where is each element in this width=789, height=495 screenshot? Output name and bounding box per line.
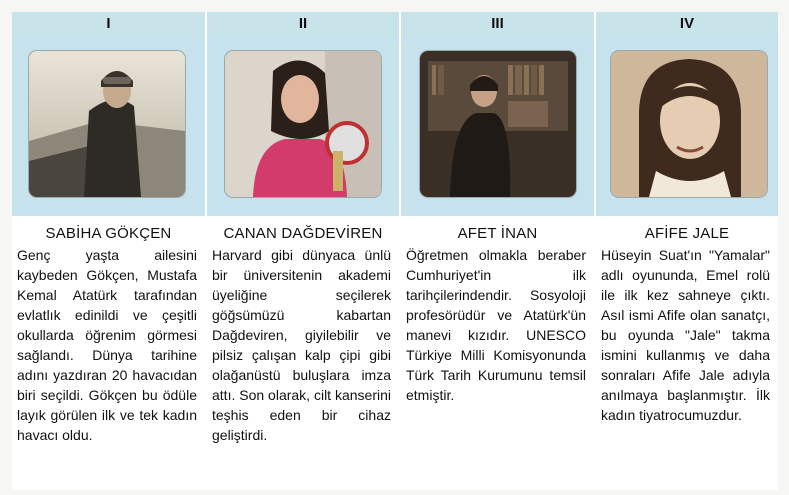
person-name: CANAN DAĞDEVİREN xyxy=(223,225,383,242)
column-2 xyxy=(205,12,399,490)
column-4 xyxy=(594,12,778,490)
photo-band xyxy=(207,36,399,216)
photo-band xyxy=(596,36,778,216)
column-number: II xyxy=(207,12,399,36)
photo-band xyxy=(401,36,594,216)
column-number: IV xyxy=(596,12,778,36)
portrait-photo-sabiha-gokcen xyxy=(28,50,186,198)
person-name: SABİHA GÖKÇEN xyxy=(45,225,172,242)
person-name: AFİFE JALE xyxy=(644,225,730,242)
person-name: AFET İNAN xyxy=(457,225,538,242)
photo-band xyxy=(12,36,205,216)
portrait-photo-afife-jale xyxy=(610,50,768,198)
column-3 xyxy=(399,12,594,490)
portrait-photo-canan-dagdeviren xyxy=(224,50,382,198)
biography-text: Harvard gibi dünyaca ünlü bir üniversitenin akademi üyeliğine seçilerek göğsümüzü kabartan Dağdeviren, giyilebilir ve pilsiz çalışan kalp çipi gibi olağanüstü buluşlara imza attı. Son olarak, cilt kanserini teşhis eden bir cihaz geliştirdi. xyxy=(212,247,391,443)
column-1 xyxy=(12,12,205,490)
column-number: I xyxy=(12,12,205,36)
biography-text: Öğretmen olmakla beraber Cumhuriyet'in ilk tarihçilerindendir. Sosyoloji profesörüdür ve Atatürk'ün manevi kızıdır. UNESCO Türkiye Milli Komisyonunda Türk Tarih Kurumunu temsil etmiştir. xyxy=(406,247,586,403)
column-number: III xyxy=(401,12,594,36)
portrait-photo-afet-inan xyxy=(419,50,577,198)
biography-table xyxy=(12,12,778,490)
biography-text: Genç yaşta ailesini kaybeden Gökçen, Mustafa Kemal Atatürk tarafından evlatlık edinildi ve çeşitli okullarda öğrenim görmesi sağlandı. Dünya tarihine adını yazdıran 20 havacıdan biri seçildi. Gökçen bu ödüle layık görülen ilk ve tek kadın havacı oldu. xyxy=(17,247,197,443)
biography-text: Hüseyin Suat'ın "Yamalar" adlı oyununda, Emel rolü ile ilk kez sahneye çıktı. Asıl ismi Afife olan sanatçı, bu oyunda "Jale" takma ismini kullanmış ve daha sonraları Afife Jale adıyla anılmaya başlanmıştır. İlk kadın tiyatrocumuzdur. xyxy=(601,247,770,423)
